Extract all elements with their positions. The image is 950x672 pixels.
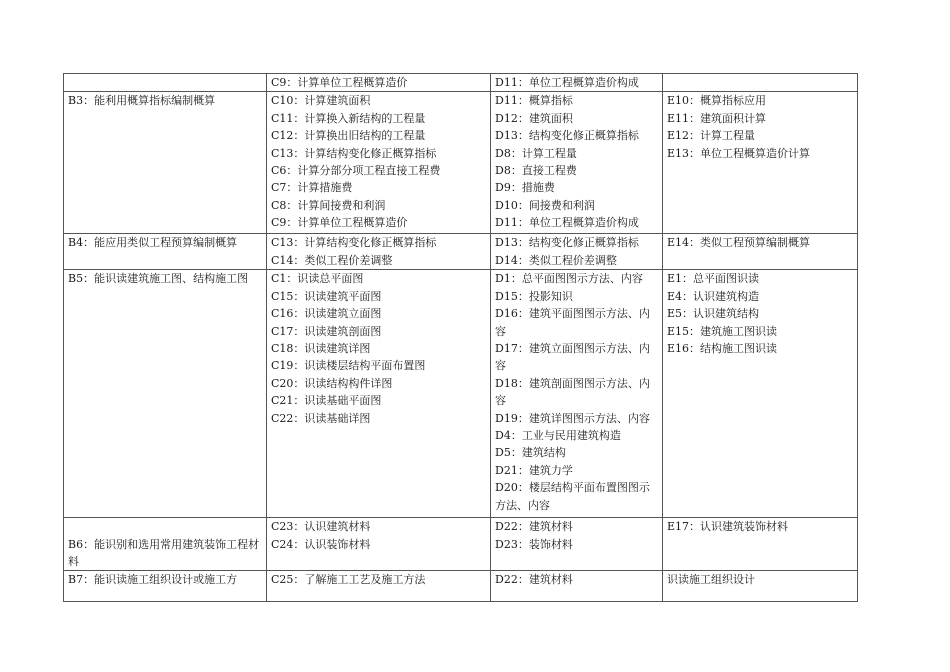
cell-line: B6：能识别和选用常用建筑装饰工程材料 <box>68 537 260 568</box>
cell-line: D23：装饰材料 <box>495 537 573 551</box>
cell-line: D11：概算指标 <box>495 94 573 108</box>
cell-line: D19：建筑详图图示方法、内容 <box>495 411 650 425</box>
cell-line: C12：计算换出旧结构的工程量 <box>271 129 426 143</box>
cell-line: C8：计算间接费和利润 <box>271 198 386 212</box>
cell-line: C10：计算建筑面积 <box>271 94 371 108</box>
cell-line: E13：单位工程概算造价计算 <box>667 146 811 160</box>
cell-line: E14：类似工程预算编制概算 <box>667 236 811 250</box>
cell-line: C1：识读总平面图 <box>271 272 364 286</box>
cell-line: C13：计算结构变化修正概算指标 <box>271 146 437 160</box>
cell-line: D11：单位工程概算造价构成 <box>495 76 639 89</box>
cell-line: C25：了解施工工艺及施工方法 <box>271 573 426 587</box>
cell-line: E17：认识建筑装饰材料 <box>667 520 789 534</box>
table-row <box>64 74 858 92</box>
cell-line: E16：结构施工图识读 <box>667 342 778 356</box>
cell-line: D22：建筑材料 <box>495 520 573 534</box>
cell-line: C9：计算单位工程概算造价 <box>271 216 408 230</box>
goal-cell <box>64 518 267 571</box>
cell-line: D20：楼层结构平面布置图图示方法、内容 <box>495 481 650 512</box>
table-row <box>64 234 858 270</box>
goal-cell <box>64 92 267 234</box>
knowledge-cell <box>491 74 663 92</box>
goal-cell <box>64 74 267 92</box>
cell-line: D9：措施费 <box>495 181 555 195</box>
competency-table-body <box>64 74 858 602</box>
cell-line: C18：识读建筑详图 <box>271 342 371 356</box>
table-row <box>64 571 858 602</box>
table-row <box>64 270 858 518</box>
cell-line: C23：认识建筑材料 <box>271 520 371 534</box>
skills-cell <box>267 270 491 518</box>
skills-cell <box>267 234 491 270</box>
cell-line: C16：识读建筑立面图 <box>271 307 382 321</box>
courses-cell <box>663 234 858 270</box>
cell-line: D14：类似工程价差调整 <box>495 253 617 267</box>
goal-cell <box>64 571 267 602</box>
courses-cell <box>663 518 858 571</box>
cell-line: C9：计算单位工程概算造价 <box>271 76 408 89</box>
goal-cell <box>64 234 267 270</box>
cell-line: C11：计算换入新结构的工程量 <box>271 111 426 125</box>
cell-line: C21：识读基础平面图 <box>271 394 382 408</box>
cell-line: B4：能应用类似工程预算编制概算 <box>68 236 238 250</box>
cell-line: D1：总平面图图示方法、内容 <box>495 272 643 286</box>
cell-line: D22：建筑材料 <box>495 573 573 587</box>
cell-line: D18：建筑剖面图图示方法、内容 <box>495 376 650 408</box>
cell-line: E1：总平面图识读 <box>667 272 760 286</box>
cell-line: C13：计算结构变化修正概算指标 <box>271 236 437 250</box>
cell-line: E5：认识建筑结构 <box>667 307 760 321</box>
cell-line: E10：概算指标应用 <box>667 94 767 108</box>
cell-line: D12：建筑面积 <box>495 111 573 125</box>
cell-line: D13：结构变化修正概算指标 <box>495 236 639 250</box>
cell-line: D10：间接费和利润 <box>495 198 595 212</box>
skills-cell <box>267 518 491 571</box>
skills-cell <box>267 92 491 234</box>
cell-line: D15：投影知识 <box>495 289 573 303</box>
knowledge-cell <box>491 571 663 602</box>
cell-line: D17：建筑立面图图示方法、内容 <box>495 342 650 373</box>
competency-table <box>63 73 858 602</box>
cell-line: B5：能识读建筑施工图、结构施工图 <box>68 272 249 286</box>
cell-line: C7：计算措施费 <box>271 181 353 195</box>
cell-line: C20：识读结构构件详图 <box>271 376 393 390</box>
courses-cell <box>663 92 858 234</box>
cell-line: E4：认识建筑构造 <box>667 289 760 303</box>
knowledge-cell <box>491 270 663 518</box>
cell-line: D11：单位工程概算造价构成 <box>495 216 639 230</box>
goal-cell <box>64 270 267 518</box>
courses-cell <box>663 74 858 92</box>
cell-line: C14：类似工程价差调整 <box>271 253 393 267</box>
cell-line: D8：直接工程费 <box>495 164 577 178</box>
cell-line: B3：能利用概算指标编制概算 <box>68 94 216 108</box>
cell-line: D4：工业与民用建筑构造 <box>495 429 621 443</box>
cell-line: C19：识读楼层结构平面布置图 <box>271 359 426 373</box>
cell-line: E12：计算工程量 <box>667 129 756 143</box>
cell-line: E11：建筑面积计算 <box>667 111 767 125</box>
cell-line: D13：结构变化修正概算指标 <box>495 129 639 143</box>
cell-line: C6：计算分部分项工程直接工程费 <box>271 164 441 178</box>
knowledge-cell <box>491 92 663 234</box>
cell-line: D5：建筑结构 <box>495 446 566 460</box>
cell-line: C15：识读建筑平面图 <box>271 289 382 303</box>
skills-cell <box>267 571 491 602</box>
knowledge-cell <box>491 234 663 270</box>
table-row <box>64 518 858 571</box>
cell-line: D21：建筑力学 <box>495 463 573 477</box>
cell-line: C17：识读建筑剖面图 <box>271 324 382 338</box>
cell-line: D16：建筑平面图图示方法、内容 <box>495 307 650 338</box>
cell-line: C22：识读基础详图 <box>271 411 371 425</box>
cell-line: C24：认识装饰材料 <box>271 537 371 551</box>
table-row <box>64 92 858 234</box>
cell-line: E15：建筑施工图识读 <box>667 324 778 338</box>
cell-line: D8：计算工程量 <box>495 146 577 160</box>
courses-cell <box>663 270 858 518</box>
skills-cell <box>267 74 491 92</box>
cell-line: B7：能识读施工组织设计或施工方 <box>68 573 238 587</box>
knowledge-cell <box>491 518 663 571</box>
cell-line: 识读施工组织设计 <box>667 573 755 587</box>
courses-cell <box>663 571 858 602</box>
